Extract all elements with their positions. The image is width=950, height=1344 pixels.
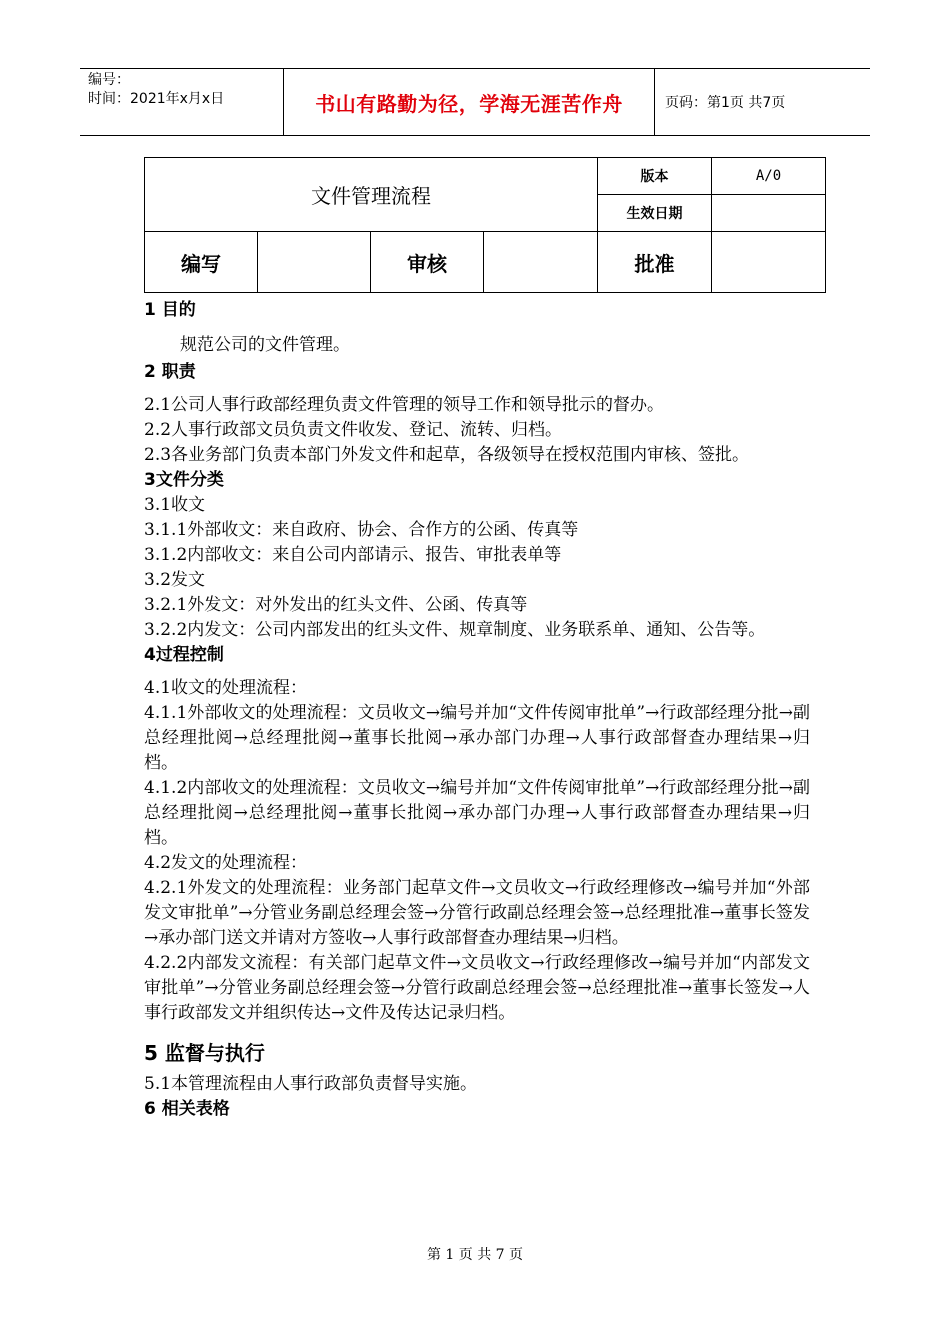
section-2-1: 2.1公司人事行政部经理负责文件管理的领导工作和领导批示的督办。 [144, 395, 665, 415]
effective-date-label: 生效日期 [598, 195, 712, 232]
section-5-heading: 5 监督与执行 [144, 1041, 265, 1065]
section-5-1: 5.1本管理流程由人事行政部负责督导实施。 [144, 1074, 478, 1094]
section-3-1: 3.1收文 [144, 495, 206, 515]
approver-label: 批准 [598, 232, 712, 293]
header-left [80, 69, 283, 135]
section-2-2: 2.2人事行政部文员负责文件收发、登记、流转、归档。 [144, 420, 563, 440]
approver-value [712, 232, 826, 293]
section-2-heading: 2 职责 [144, 362, 196, 382]
section-4-1-1: 4.1.1外部收文的处理流程：文员收文→编号并加“文件传阅审批单”→行政部经理分批→副总经理批阅→总经理批阅→董事长批阅→承办部门办理→人事行政部督查办理结果→归档。 [144, 703, 810, 773]
writer-label: 编写 [145, 232, 258, 293]
date-line: 时间：2021年x月x日 [88, 91, 225, 107]
motto: 书山有路勤为径，学海无涯苦作舟 [315, 91, 623, 116]
document-title: 文件管理流程 [145, 158, 598, 232]
writer-value [258, 232, 371, 293]
section-1-text: 规范公司的文件管理。 [180, 335, 350, 355]
effective-date-value [712, 195, 826, 232]
section-6-heading: 6 相关表格 [144, 1099, 230, 1119]
page-info: 页码：第1页 共7页 [665, 95, 786, 111]
document-info-table [144, 157, 826, 293]
header-right [655, 69, 870, 135]
section-3-heading: 3文件分类 [144, 470, 224, 490]
section-3-1-1: 3.1.1外部收文：来自政府、协会、合作方的公函、传真等 [144, 520, 579, 540]
section-4-1-2: 4.1.2内部收文的处理流程：文员收文→编号并加“文件传阅审批单”→行政部经理分批→副总经理批阅→总经理批阅→董事长批阅→承办部门办理→人事行政部督查办理结果→归档。 [144, 778, 810, 848]
page-footer: 第 1 页 共 7 页 [426, 1247, 524, 1263]
section-4-1: 4.1收文的处理流程： [144, 678, 308, 698]
header-middle [283, 69, 655, 135]
section-4-2-2: 4.2.2内部发文流程：有关部门起草文件→文员收文→行政经理修改→编号并加“内部发文审批单”→分管业务副总经理会签→分管行政副总经理会签→总经理批准→董事长签发→人事行政部发文并组织传达→文件及传达记录归档。 [144, 953, 810, 1023]
section-4-2-1: 4.2.1外发文的处理流程：业务部门起草文件→文员收文→行政经理修改→编号并加“外部发文审批单”→分管业务副总经理会签→分管行政副总经理会签→总经理批准→董事长签发→承办部门送文并请对方签收→人事行政部督查办理结果→归档。 [144, 878, 810, 948]
reviewer-value [484, 232, 598, 293]
section-4-2: 4.2发文的处理流程： [144, 853, 308, 873]
document-body [144, 298, 810, 1122]
section-3-2: 3.2发文 [144, 570, 206, 590]
version-label: 版本 [598, 158, 712, 195]
section-4-heading: 4过程控制 [144, 645, 224, 665]
version-value: A/0 [712, 158, 826, 195]
page-header [80, 68, 870, 136]
section-3-1-2: 3.1.2内部收文：来自公司内部请示、报告、审批表单等 [144, 545, 562, 565]
section-2-3: 2.3各业务部门负责本部门外发文件和起草，各级领导在授权范围内审核、签批。 [144, 445, 750, 465]
document-number-label: 编号： [88, 72, 130, 88]
section-3-2-2: 3.2.2内发文：公司内部发出的红头文件、规章制度、业务联系单、通知、公告等。 [144, 620, 766, 640]
section-1-heading: 1 目的 [144, 300, 196, 320]
reviewer-label: 审核 [371, 232, 484, 293]
section-3-2-1: 3.2.1外发文：对外发出的红头文件、公函、传真等 [144, 595, 528, 615]
